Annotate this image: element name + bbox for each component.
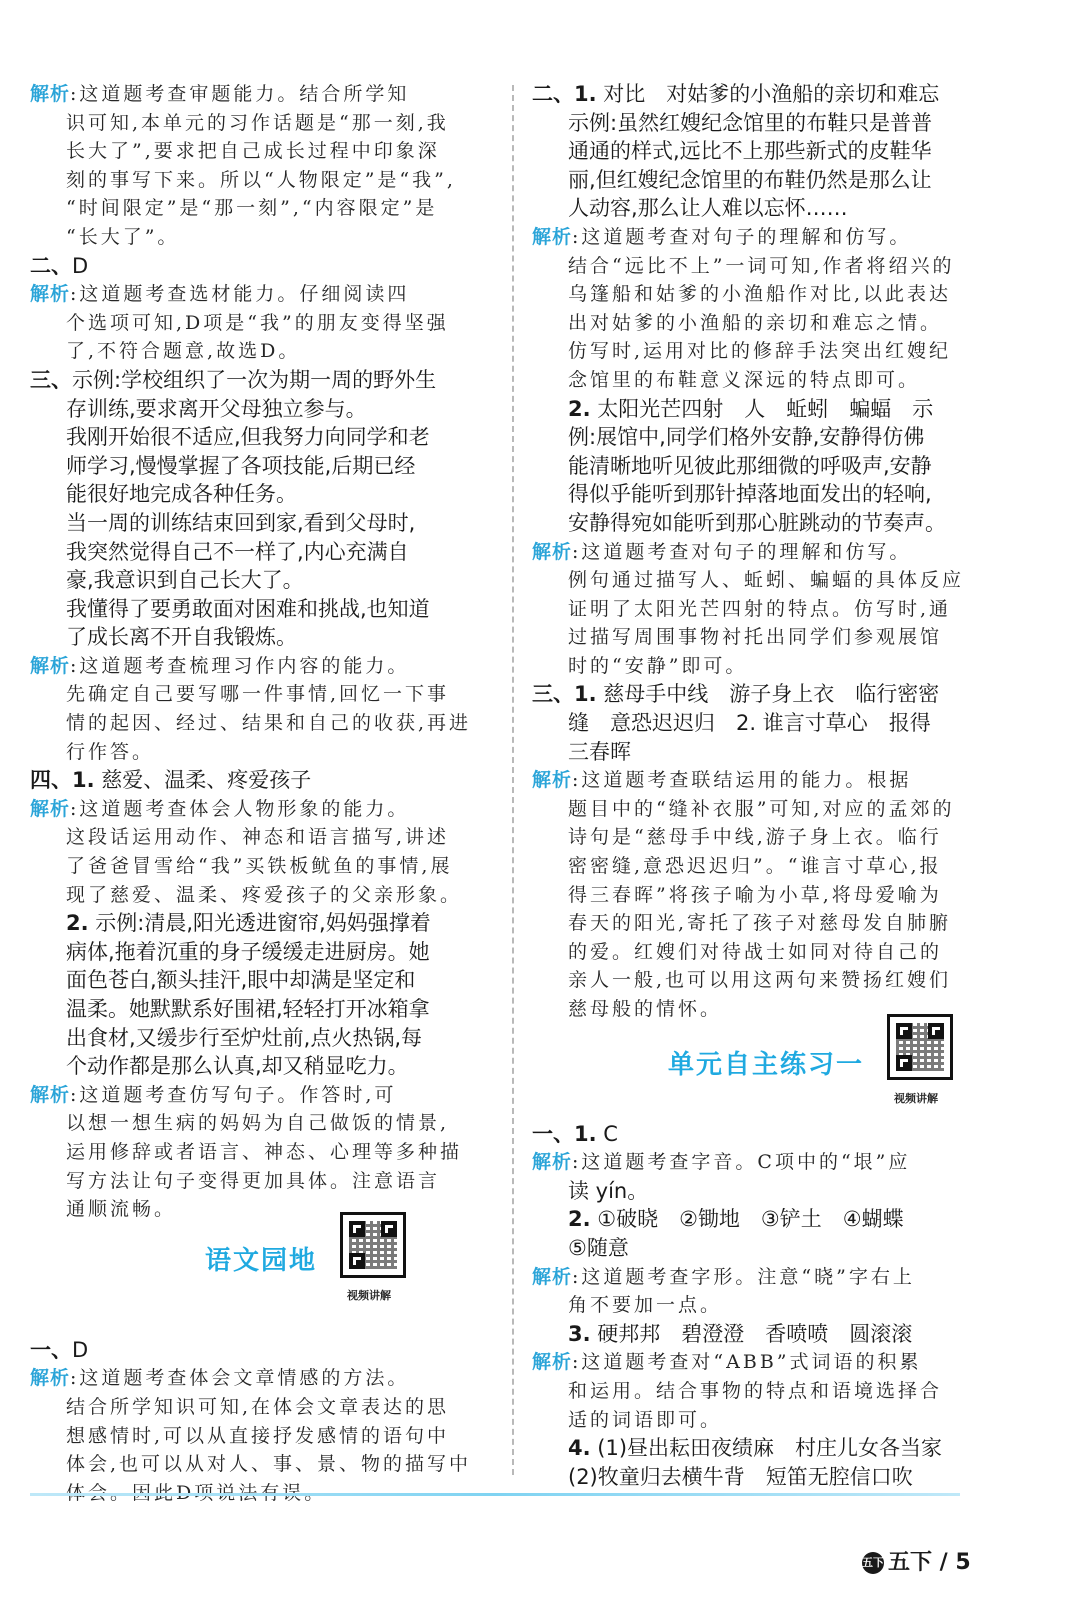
analysis-line (532, 909, 1002, 938)
line-text: 示例:虽然红嫂纪念馆里的布鞋只是普普 (568, 110, 933, 135)
section-heading-yuwen-yuandi: 语文园地 (205, 1246, 318, 1276)
line-text: (2)牧童归去横牛背 短笛无腔信口吹 (568, 1464, 913, 1489)
analysis-line (30, 1422, 490, 1451)
answer-line (30, 766, 490, 795)
line-text: 通顺流畅。 (66, 1198, 177, 1221)
analysis-line (532, 1348, 1002, 1377)
answer-line (532, 194, 1002, 223)
qr-code-icon[interactable] (340, 1212, 406, 1278)
line-text: 得三春晖”将孩子喻为小草,将母爱喻为 (568, 883, 942, 906)
line-text: 写方法让句子变得更加具体。注意语言 (66, 1169, 441, 1192)
answer-line (30, 366, 490, 395)
analysis-line (30, 881, 490, 910)
analysis-line (30, 852, 490, 881)
line-text: 丽,但红嫂纪念馆里的布鞋仍然是那么让 (568, 167, 932, 192)
line-text: :这道题考查审题能力。结合所学知 (70, 83, 410, 105)
line-text: :这道题考查对“ABB”式词语的积累 (572, 1351, 922, 1374)
line-text: 个动作都是那么认真,却又稍显吃力。 (66, 1054, 409, 1079)
question-number: 二、1. (532, 82, 597, 106)
answer-line (30, 566, 490, 595)
analysis-line (532, 1291, 1002, 1320)
section-heading-danyuan-lianxi: 单元自主练习一 (668, 1050, 865, 1080)
line-text: 先确定自己要写哪一件事情,回忆一下事 (66, 683, 450, 706)
analysis-line (532, 881, 1002, 910)
line-text: 面色苍白,额头挂汗,眼中却满是坚定和 (66, 968, 416, 993)
line-text: 现了慈爱、温柔、疼爱孩子的父亲形象。 (66, 883, 463, 906)
answer-line (532, 137, 1002, 166)
left-column (30, 80, 490, 1507)
analysis-line (30, 1450, 490, 1479)
analysis-label: 解析 (532, 225, 573, 248)
analysis-line (30, 1081, 490, 1110)
question-number: 4. (568, 1436, 591, 1461)
question-number: 2. (568, 1207, 591, 1232)
line-text: :这道题考查仿写句子。作答时,可 (70, 1083, 397, 1106)
line-text: 读 yín。 (568, 1178, 649, 1203)
line-text: 得似乎能听到那针掉落地面发出的轻响, (568, 482, 932, 507)
line-text: 个选项可知,D项是“我”的朋友变得坚强 (66, 311, 449, 334)
question-number: 一、 (30, 1337, 72, 1362)
analysis-line (532, 1377, 1002, 1406)
line-text: 我刚开始很不适应,但我努力向同学和老 (66, 425, 430, 450)
line-text: C (596, 1121, 618, 1146)
line-text: 适的词语即可。 (568, 1408, 723, 1431)
answer-line (532, 1234, 1002, 1263)
analysis-line (30, 1393, 490, 1422)
line-text: 对比 对姑爹的小渔船的亲切和难忘 (596, 82, 940, 106)
analysis-label: 解析 (532, 540, 573, 563)
analysis-label: 解析 (532, 1151, 573, 1174)
analysis-line (30, 80, 490, 109)
line-text: “时间限定”是“那一刻”,“内容限定”是 (66, 197, 438, 220)
analysis-line (30, 337, 490, 366)
analysis-label: 解析 (30, 654, 71, 677)
line-text: 题目中的“缝补衣服”可知,对应的孟郊的 (568, 797, 955, 820)
analysis-label: 解析 (532, 769, 573, 792)
line-text: :这道题考查选材能力。仔细阅读四 (70, 283, 410, 306)
line-text: 了成长离不开自我锻炼。 (66, 625, 297, 650)
line-text: 刻的事写下来。所以“人物限定”是“我”, (66, 168, 456, 191)
answer-line (30, 595, 490, 624)
answer-line (30, 538, 490, 567)
question-number: 2. (568, 396, 591, 421)
page-number (862, 1545, 971, 1576)
question-number: 3. (568, 1321, 591, 1346)
question-number: 二、 (30, 253, 72, 278)
line-text: :这道题考查体会文章情感的方法。 (70, 1367, 410, 1390)
line-text: 示例:清晨,阳光透进窗帘,妈妈强撑着 (88, 911, 431, 936)
question-number: 一、1. (532, 1121, 597, 1146)
answer-line (30, 1024, 490, 1053)
line-text: 亲人一般,也可以用这两句来赞扬红嫂们 (568, 969, 952, 992)
line-text: 硬邦邦 碧澄澄 香喷喷 圆滚滚 (590, 1321, 913, 1346)
grade-badge-icon: 五下 (862, 1552, 884, 1574)
line-text: :这道题考查字音。C项中的“垠”应 (572, 1151, 911, 1174)
line-text: :这道题考查字形。注意“晓”字右上 (572, 1265, 915, 1288)
line-text: 温柔。她默默系好围裙,轻轻打开冰箱拿 (66, 997, 430, 1021)
line-text: 运用修辞或者语言、神态、心理等多种描 (66, 1140, 463, 1163)
question-number: 三、1. (532, 682, 597, 707)
analysis-line (532, 309, 1002, 338)
analysis-line (30, 1195, 490, 1224)
line-text: 识可知,本单元的习作话题是“那一刻,我 (66, 111, 449, 134)
line-text: 能很好地完成各种任务。 (66, 482, 297, 507)
question-number: 2. (66, 911, 89, 936)
analysis-line (30, 194, 490, 223)
analysis-line (30, 680, 490, 709)
line-text: :这道题考查体会人物形象的能力。 (70, 797, 410, 820)
line-text: 当一周的训练结束回到家,看到父母时, (66, 510, 416, 535)
answer-line (30, 252, 490, 281)
analysis-label: 解析 (532, 1351, 573, 1374)
line-text: 安静得宛如能听到那心脏跳动的节奏声。 (568, 510, 946, 535)
analysis-line (532, 795, 1002, 824)
line-text: 结合所学知识可知,在体会文章表达的思 (66, 1395, 450, 1418)
analysis-line (30, 1364, 490, 1393)
right-column (532, 80, 1002, 1491)
answer-line (532, 80, 1002, 109)
line-text: 例:展馆中,同学们格外安静,安静得仿佛 (568, 425, 925, 450)
line-text: 情的起因、经过、结果和自己的收获,再进 (66, 712, 472, 735)
answer-line (30, 1052, 490, 1081)
line-text: 豪,我意识到自己长大了。 (66, 568, 304, 593)
line-text: 例句通过描写人、蚯蚓、蝙蝠的具体反应 (568, 569, 965, 592)
line-text: 角不要加一点。 (568, 1294, 723, 1317)
line-text: 通通的样式,远比不上那些新式的皮鞋华 (568, 139, 932, 164)
line-text: 存训练,要求离开父母独立参与。 (66, 396, 367, 421)
answer-line (532, 509, 1002, 538)
analysis-label: 解析 (30, 83, 71, 105)
analysis-line (30, 652, 490, 681)
question-number: 四、1. (30, 768, 95, 793)
answer-line (532, 1463, 1002, 1492)
answer-line (532, 680, 1002, 709)
answer-line (30, 966, 490, 995)
line-text: 示例:学校组织了一次为期一周的野外生 (72, 367, 437, 392)
question-number: 三、 (30, 367, 72, 392)
qr-caption: 视频讲解 (347, 1289, 391, 1302)
line-text: 春天的阳光,寄托了孩子对慈母发自肺腑 (568, 912, 952, 935)
line-text: 和运用。结合事物的特点和语境选择合 (568, 1379, 943, 1402)
line-text: 慈母般的情怀。 (568, 998, 723, 1020)
analysis-label: 解析 (30, 1083, 71, 1106)
line-text: 想感情时,可以从直接抒发感情的语句中 (66, 1424, 450, 1447)
line-text: 这段话运用动作、神态和语言描写,讲述 (66, 826, 450, 849)
analysis-line (30, 166, 490, 195)
analysis-line (30, 109, 490, 138)
analysis-line (532, 538, 1002, 567)
analysis-line (532, 280, 1002, 309)
answer-line (30, 480, 490, 509)
line-text: 缝 意恐迟迟归 2. 谁言寸草心 报得 (568, 711, 931, 736)
answer-line (30, 995, 490, 1024)
analysis-label: 解析 (532, 1265, 573, 1288)
line-text: 长大了”,要求把自己成长过程中印象深 (66, 140, 440, 163)
line-text: 了,不符合题意,故选D。 (66, 340, 301, 363)
analysis-line (532, 823, 1002, 852)
analysis-line (532, 366, 1002, 395)
answer-line (30, 1336, 490, 1365)
answer-line (532, 480, 1002, 509)
answer-line (532, 1120, 1002, 1149)
line-text: 行作答。 (66, 740, 155, 763)
line-text: 证明了太阳光芒四射的特点。仿写时,通 (568, 597, 952, 620)
answer-line (532, 709, 1002, 738)
analysis-line (30, 823, 490, 852)
analysis-line (30, 223, 490, 252)
answer-line (30, 452, 490, 481)
line-text: 时的“安静”即可。 (568, 654, 748, 677)
qr-code-icon[interactable] (887, 1014, 953, 1080)
line-text: 仿写时,运用对比的修辞手法突出红嫂纪 (568, 340, 952, 363)
answer-line (532, 738, 1002, 767)
answer-line (532, 166, 1002, 195)
answer-line (532, 452, 1002, 481)
line-text: 的爱。红嫂们对待战士如同对待自己的 (568, 940, 943, 963)
analysis-line (30, 709, 490, 738)
line-text: 我懂得了要勇敢面对困难和挑战,也知道 (66, 596, 430, 621)
line-text: 诗句是“慈母手中线,游子身上衣。临行 (568, 826, 942, 849)
line-text: 了爸爸冒雪给“我”买铁板鱿鱼的事情,展 (66, 855, 453, 878)
line-text: 体会,也可以从对人、事、景、物的描写中 (66, 1453, 472, 1476)
analysis-line (30, 1167, 490, 1196)
analysis-line (30, 795, 490, 824)
answer-line (532, 395, 1002, 424)
line-text: (1)昼出耘田夜绩麻 村庄儿女各当家 (590, 1436, 943, 1461)
analysis-line (532, 852, 1002, 881)
line-text: 慈爱、温柔、疼爱孩子 (94, 768, 312, 793)
analysis-line (532, 1406, 1002, 1435)
answer-line (532, 1177, 1002, 1206)
line-text: :这道题考查联结运用的能力。根据 (572, 769, 912, 792)
line-text: 出对姑爹的小渔船的亲切和难忘之情。 (568, 311, 943, 334)
analysis-line (532, 766, 1002, 795)
analysis-line (532, 652, 1002, 681)
line-text: 出食材,又缓步行至炉灶前,点火热锅,每 (66, 1025, 423, 1050)
line-text: ⑤随意 (568, 1235, 629, 1260)
analysis-line (30, 309, 490, 338)
line-text: D (72, 1337, 89, 1362)
analysis-line (532, 337, 1002, 366)
qr-caption: 视频讲解 (894, 1092, 938, 1105)
answer-line (30, 509, 490, 538)
line-text: 以想一想生病的妈妈为自己做饭的情景, (66, 1112, 450, 1135)
line-text: :这道题考查对句子的理解和仿写。 (572, 540, 912, 563)
answer-line (30, 909, 490, 938)
answer-line (30, 423, 490, 452)
line-text: ①破晓 ②锄地 ③铲土 ④蝴蝶 (590, 1207, 904, 1232)
analysis-line (30, 738, 490, 767)
line-text: :这道题考查对句子的理解和仿写。 (572, 225, 912, 248)
line-text: 慈母手中线 游子身上衣 临行密密 (596, 682, 940, 707)
analysis-label: 解析 (30, 797, 71, 820)
analysis-line (532, 1148, 1002, 1177)
line-text: 乌篷船和姑爹的小渔船作对比,以此表达 (568, 283, 952, 306)
line-text: 三春晖 (568, 739, 631, 764)
analysis-line (30, 137, 490, 166)
line-text: 人动容,那么让人难以忘怀…… (568, 196, 848, 221)
line-text: 密密缝,意恐迟迟归”。“谁言寸草心,报 (568, 855, 942, 878)
analysis-line (532, 223, 1002, 252)
analysis-line (532, 938, 1002, 967)
line-text: 过描写周围事物衬托出同学们参观展馆 (568, 626, 943, 649)
line-text: 太阳光芒四射 人 蚯蚓 蝙蝠 示 (590, 396, 934, 421)
analysis-line (30, 1138, 490, 1167)
line-text: 病体,拖着沉重的身子缓缓走进厨房。她 (66, 939, 430, 964)
answer-line (30, 938, 490, 967)
analysis-label: 解析 (30, 283, 71, 306)
analysis-line (30, 280, 490, 309)
analysis-line (532, 252, 1002, 281)
answer-line (532, 1320, 1002, 1349)
analysis-label: 解析 (30, 1367, 71, 1390)
analysis-line (532, 966, 1002, 995)
footer-rule (30, 1493, 960, 1496)
answer-line (532, 423, 1002, 452)
answer-line (532, 1205, 1002, 1234)
line-text: D (72, 253, 89, 278)
answer-line (532, 1434, 1002, 1463)
line-text: “长大了”。 (66, 225, 180, 248)
line-text: 结合“远比不上”一词可知,作者将绍兴的 (568, 254, 955, 277)
line-text: 念馆里的布鞋意义深远的特点即可。 (568, 368, 921, 391)
answer-line (532, 109, 1002, 138)
column-divider (512, 85, 514, 1475)
analysis-line (532, 1263, 1002, 1292)
line-text: 我突然觉得自己不一样了,内心充满自 (66, 539, 409, 564)
line-text: 师学习,慢慢掌握了各项技能,后期已经 (66, 453, 416, 478)
page-number-text: 五下 / 5 (888, 1550, 971, 1575)
analysis-line (532, 623, 1002, 652)
analysis-line (532, 566, 1002, 595)
line-text: 能清晰地听见彼此那细微的呼吸声,安静 (568, 453, 932, 478)
analysis-line (30, 1109, 490, 1138)
analysis-line (532, 595, 1002, 624)
answer-line (30, 395, 490, 424)
answer-line (30, 623, 490, 652)
line-text: :这道题考查梳理习作内容的能力。 (70, 654, 410, 677)
